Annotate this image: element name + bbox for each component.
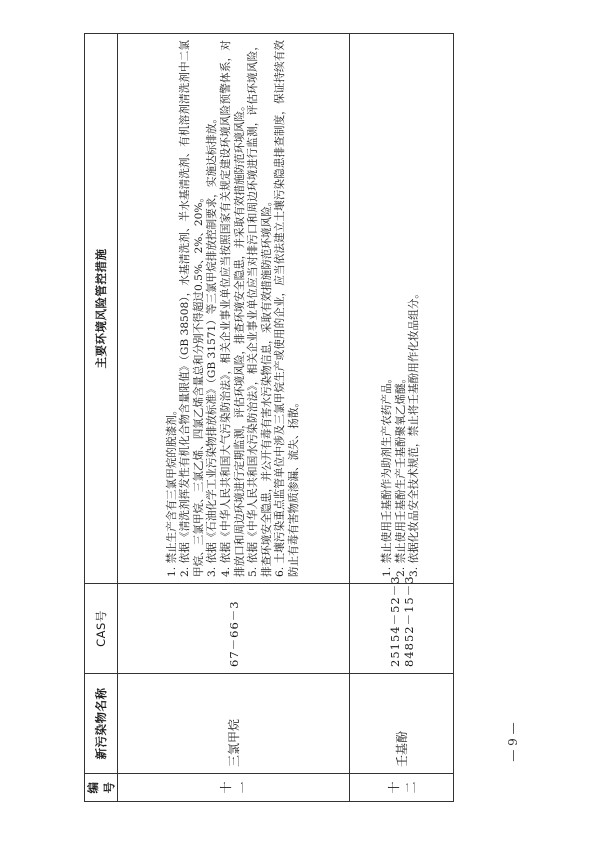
row-cas <box>118 584 350 674</box>
measure-item: 6. 土壤污染重点监管单位中涉及三氯甲烷生产或使用的企业，应当依法建立土壤污染隐患排查制度，保证持续有效防止有毒有害物质渗漏、流失、扬散。 <box>274 40 300 577</box>
cas-number: 25154－52－3 <box>387 575 402 667</box>
page-number: — 9 — <box>506 722 520 762</box>
table-row <box>118 34 350 802</box>
measure-item: 4. 依据《中华人民共和国大气污染防治法》，相关企业事业单位应当按照国家有关规定建设环境风险预警体系，对排放口和周边环境进行定期监测，评估环境风险，排查环境安全隐患，并采取有效措施防范环境风险。 <box>219 40 246 577</box>
measure-item: 3. 依据化妆品安全技术规范，禁止将壬基酚用作化妆品组分。 <box>408 288 421 577</box>
cas-number: 84852－15－3 <box>401 575 416 667</box>
cas-number: 67－66－3 <box>226 600 241 667</box>
measure-item: 5. 依据《中华人民共和国水污染防治法》，相关企业事业单位应当对排污口和周边环境进行监测，评估环境风险，排查环境安全隐患，并公开有毒有害水污染物信息，采取有效措施防范环境风险。 <box>247 40 273 577</box>
row-num: 十二 <box>350 774 454 802</box>
rotated-page <box>84 34 444 802</box>
measure-item: 2. 禁止使用壬基酚生产壬基酚聚氧乙烯醚。 <box>394 372 407 577</box>
row-pollutant-name: 三氯甲烷 <box>118 674 350 774</box>
header-name: 新污染物名称 <box>85 674 118 774</box>
header-measures: 主要环境风险管控措施 <box>85 34 118 584</box>
row-measures <box>118 34 350 584</box>
row-cas <box>350 575 454 674</box>
header-cas: CAS号 <box>85 584 118 674</box>
pollutant-table <box>84 33 454 802</box>
measure-item: 1. 禁止生产含有三氯甲烷的脱漆剂。 <box>165 404 178 577</box>
row-num: 十一 <box>118 774 350 802</box>
table-header-row <box>85 34 118 802</box>
measure-item: 2. 依据《清洗剂挥发性有机化合物含量限值》（GB 38508），水基清洗剂、半水基清洗剂、有机溶剂清洗剂中二氯甲烷、三氯甲烷、三氯乙烯、四氯乙烯含量总和分别不得超过0.5%、2%、20%。 <box>179 40 205 577</box>
table-row <box>350 34 454 802</box>
row-measures <box>350 34 454 584</box>
measure-item: 1. 禁止使用壬基酚作为助剂生产农药产品。 <box>381 372 394 577</box>
header-num: 编号 <box>85 774 118 802</box>
row-pollutant-name: 壬基酚 <box>350 674 454 774</box>
measure-item: 3. 依据《石油化学工业污染物排放标准》（GB 31571）等三氯甲烷排放控制要求，实施达标排放。 <box>206 112 219 577</box>
